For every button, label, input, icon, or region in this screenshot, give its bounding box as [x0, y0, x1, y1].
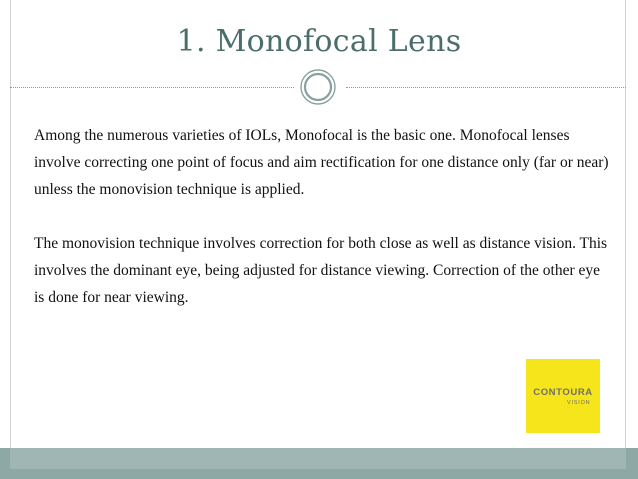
- divider-line-left: [10, 87, 294, 88]
- divider-line-right: [346, 87, 626, 88]
- slide-body: [34, 122, 614, 338]
- contoura-vision-logo: [526, 359, 600, 433]
- circle-ornament-icon: [298, 67, 338, 107]
- body-paragraph-2: The monovision technique involves correction for both close as well as distance vision. This involves the dominant eye, being adjusted for distance viewing. Correction of the other eye is done for near viewing.: [34, 235, 608, 306]
- logo-sub-text: VISION: [567, 400, 591, 406]
- footer-inner-bar: [10, 448, 626, 469]
- body-paragraph-1: Among the numerous varieties of IOLs, Monofocal is the basic one. Monofocal lenses involve correcting one point of focus and aim rectification for one distance only (far or near) unless the monovision technique is applied.: [34, 127, 609, 198]
- slide-title: 1. Monofocal Lens: [176, 24, 462, 59]
- logo-main-text: CONTOURA: [533, 387, 593, 398]
